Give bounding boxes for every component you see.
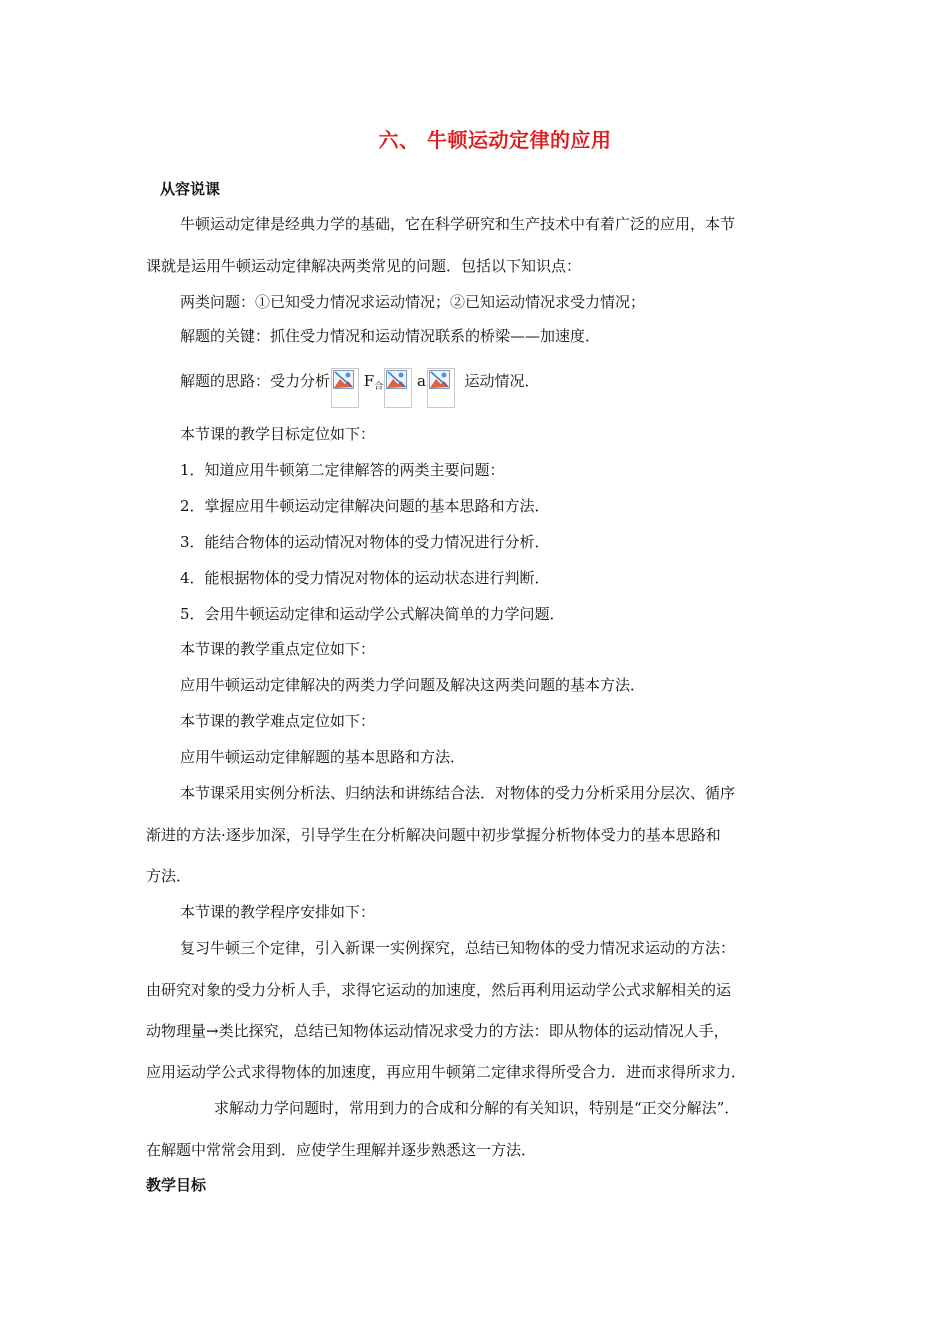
procedure-line-3: 动物理量→类比探究，总结已知物体运动情况求受力的方法：即从物体的运动情况人手， [146, 1022, 729, 1040]
focus-intro: 本节课的教学重点定位如下： [180, 640, 376, 658]
broken-image-icon [427, 368, 455, 408]
key-line: 解题的关键：抓住受力情况和运动情况联系的桥梁——加速度． [180, 327, 601, 345]
approach-a: a [417, 372, 426, 390]
difficulty-intro: 本节课的教学难点定位如下： [180, 712, 376, 730]
approach-line [180, 368, 540, 408]
goals-intro: 本节课的教学目标定位如下： [180, 425, 376, 443]
goal-item: 2．掌握应用牛顿运动定律解决问题的基本思路和方法． [180, 497, 550, 515]
section-heading-goals: 教学目标 [146, 1176, 207, 1194]
approach-f-sub: 合 [374, 382, 384, 392]
approach-end: 运动情况． [464, 372, 540, 390]
goal-item: 3．能结合物体的运动情况对物体的受力情况进行分析． [180, 533, 550, 551]
intro-line-2: 课就是运用牛顿运动定律解决两类常见的问题．包括以下知识点： [146, 257, 582, 275]
two-problems-line: 两类问题：①已知受力情况求运动情况；②已知运动情况求受力情况； [180, 293, 646, 311]
method-line-3: 方法． [146, 867, 192, 885]
goal-item: 1．知道应用牛顿第二定律解答的两类主要问题： [180, 461, 505, 479]
focus-text: 应用牛顿运动定律解决的两类力学问题及解决这两类问题的基本方法． [180, 676, 646, 694]
goal-item: 5．会用牛顿运动定律和运动学公式解决简单的力学问题． [180, 605, 565, 623]
page-title: 六、 牛顿运动定律的应用 [378, 128, 612, 152]
broken-image-icon [384, 368, 412, 408]
orthogonal-line-2: 在解题中常常会用到．应使学生理解并逐步熟悉这一方法． [146, 1141, 537, 1159]
approach-f: F [363, 372, 375, 390]
goal-item: 4．能根据物体的受力情况对物体的运动状态进行判断． [180, 569, 550, 587]
procedure-line-2: 由研究对象的受力分析人手，求得它运动的加速度，然后再利用运动学公式求解相关的运 [146, 981, 732, 999]
procedure-line-1: 复习牛顿三个定律，引入新课一实例探究，总结已知物体的受力情况求运动的方法： [180, 939, 736, 957]
intro-line-1: 牛顿运动定律是经典力学的基础，它在科学研究和生产技术中有着广泛的应用，本节 [180, 215, 736, 233]
method-line-2: 渐进的方法·逐步加深，引导学生在分析解决问题中初步掌握分析物体受力的基本思路和 [146, 826, 721, 844]
difficulty-text: 应用牛顿运动定律解题的基本思路和方法． [180, 748, 466, 766]
section-heading-shuoke: 从容说课 [160, 180, 221, 198]
method-line-1: 本节课采用实例分析法、归纳法和讲练结合法．对物体的受力分析采用分层次、循序 [180, 784, 736, 802]
approach-label: 解题的思路：受力分析 [180, 372, 331, 390]
broken-image-icon [331, 368, 359, 408]
orthogonal-line-1: 求解动力学问题时，常用到力的合成和分解的有关知识，特别是“正交分解法”． [214, 1099, 740, 1117]
procedure-intro: 本节课的教学程序安排如下： [180, 903, 376, 921]
procedure-line-4: 应用运动学公式求得物体的加速度，再应用牛顿第二定律求得所受合力．进而求得所求力． [146, 1063, 747, 1081]
